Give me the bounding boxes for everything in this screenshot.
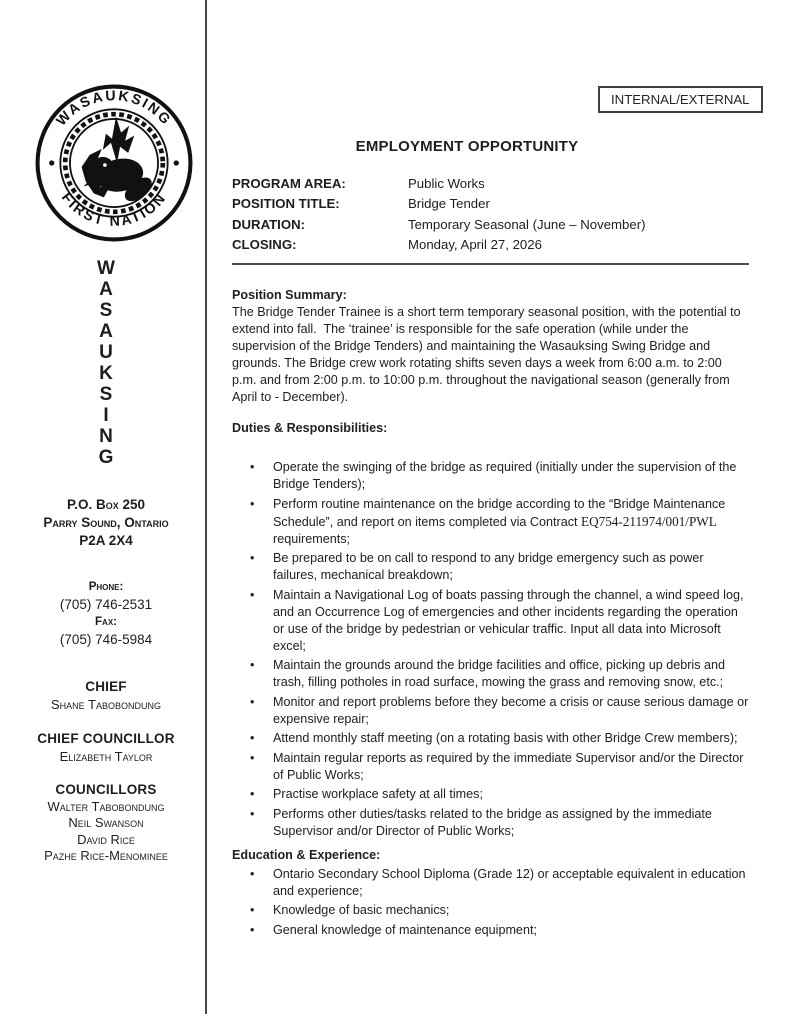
duration-row	[232, 215, 749, 235]
education-heading: Education & Experience:	[232, 847, 381, 862]
vertical-letter: N	[99, 426, 113, 447]
document-body	[232, 287, 752, 941]
education-item: • General knowledge of maintenance equipment;	[232, 922, 749, 939]
address-block	[0, 496, 212, 550]
fax-number: (705) 746-5984	[59, 632, 153, 647]
education-list	[232, 866, 749, 939]
phone-number: (705) 746-2531	[59, 597, 153, 612]
position-title-value: Bridge Tender	[408, 196, 490, 212]
program-area-value: Public Works	[408, 176, 485, 191]
beaver-eye	[103, 163, 107, 167]
fax-label: Fax:	[95, 616, 117, 628]
vertical-letter: S	[99, 300, 113, 321]
closing-row	[232, 235, 749, 255]
duty-item: • Maintain regular reports as required by the immediate Supervisor and/or the Director of Public Works;	[232, 750, 749, 784]
address-line: P2A 2X4	[79, 533, 133, 548]
program-details	[232, 174, 749, 255]
vertical-letter: U	[99, 342, 113, 363]
chief-councillor-name: Elizabeth Taylor	[59, 749, 153, 764]
page-title: EMPLOYMENT OPPORTUNITY	[355, 138, 579, 155]
councillor-name: Walter Tabobondung	[47, 799, 165, 814]
duty-item: • Maintain a Navigational Log of boats passing through the channel, a wind speed log, and an Occurrence Log of emergencies and other incidents regarding the operation or use of the bridge by pedestrian or vehicular traffic. Input all data into Microsoft excel;	[232, 587, 749, 655]
duty-item: • Monitor and report problems before they become a crisis or cause serious damage or expensive repair;	[232, 694, 749, 728]
position-title-row	[232, 194, 749, 214]
vertical-letter: A	[99, 321, 113, 342]
vertical-org-name	[0, 258, 212, 468]
councillor-name: David Rice	[77, 831, 135, 847]
position-title-label: POSITION TITLE:	[232, 196, 340, 212]
address-line: Parry Sound, Ontario	[43, 515, 169, 530]
phone-label: Phone:	[88, 581, 124, 593]
duty-item: • Be prepared to be on call to respond to any bridge emergency such as power failures, mechanical breakdown;	[232, 550, 749, 584]
logo-bottom-text: FIRST NATION	[57, 189, 171, 230]
vertical-letter: K	[99, 363, 113, 384]
vertical-letter: S	[99, 384, 113, 405]
duty-item: • Attend monthly staff meeting (on a rotating basis with other Bridge Crew members);	[232, 730, 749, 747]
councillors-block	[0, 780, 212, 865]
closing-label: CLOSING:	[232, 236, 297, 252]
logo-left-dot	[49, 160, 54, 165]
councillor-names	[0, 799, 212, 865]
duty-item: • Performs other duties/tasks related to the bridge as assigned by the immediate Supervisor and/or Director of Public Works;	[232, 806, 749, 840]
councillor-name: Pazhe Rice-Menominee	[44, 848, 168, 864]
closing-value: Monday, April 27, 2026	[408, 236, 542, 252]
education-item: • Ontario Secondary School Diploma (Grade 12) or acceptable equivalent in education and experience;	[232, 866, 749, 900]
chief-councillor-block	[0, 729, 212, 765]
education-item: • Knowledge of basic mechanics;	[232, 902, 749, 919]
logo-right-dot	[174, 160, 179, 165]
position-summary-heading: Position Summary:	[232, 288, 347, 302]
first-nation-seal-logo	[33, 82, 195, 244]
councillors-heading: COUNCILLORS	[55, 782, 157, 797]
chief-councillor-heading: CHIEF COUNCILLOR	[37, 731, 175, 746]
sidebar	[0, 0, 212, 1014]
internal-external-badge: INTERNAL/EXTERNAL	[598, 86, 763, 113]
vertical-letter: G	[98, 447, 114, 468]
vertical-letter: W	[97, 258, 115, 279]
chief-name: Shane Tabobondung	[50, 697, 161, 712]
address-line: P.O. Box 250	[66, 497, 146, 512]
vertical-letter: A	[99, 279, 113, 300]
duty-item: • Practise workplace safety at all times;	[232, 786, 749, 803]
contact-block	[0, 579, 212, 649]
program-area-label: PROGRAM AREA:	[232, 176, 346, 191]
duty-item: • Operate the swinging of the bridge as required (initially under the supervision of the Bridge Tenders);	[232, 459, 749, 493]
chief-heading: CHIEF	[85, 679, 127, 694]
duration-value: Temporary Seasonal (June – November)	[408, 216, 646, 232]
duties-list	[232, 459, 752, 840]
vertical-letter: I	[103, 405, 109, 426]
logo-top-text: WASAUKSING	[53, 88, 175, 130]
position-summary-text: The Bridge Tender Trainee is a short term temporary seasonal position, with the potential to extend into fall. The ‘trainee’ is responsible for the safe operation (while under the supervision of the Bridge Tenders) and maintaining the Wasauksing Swing Bridge and grounds. The Bridge crew work rotating shifts seven days a week from 6:00 a.m. to 2:00 p.m. and from 2:00 p.m. to 10:00 p.m. throughout the navigational season (generally from April to - December).	[232, 305, 745, 404]
duty-item: • Maintain the grounds around the bridge facilities and office, picking up debris and trash, filling potholes in road surface, mowing the grass and removing snow, etc.;	[232, 657, 749, 691]
councillor-name: Neil Swanson	[68, 815, 144, 831]
header-rule	[232, 263, 749, 265]
duties-heading: Duties & Responsibilities:	[232, 421, 388, 435]
program-area-row	[232, 174, 749, 194]
duration-label: DURATION:	[232, 216, 306, 232]
chief-block	[0, 677, 212, 713]
beaver-emblem-icon	[82, 116, 156, 205]
duty-item: • Perform routine maintenance on the bridge according to the “Bridge Maintenance Schedule”, and report on items completed via Contract EQ754-211974/001/PWL requirements;	[232, 496, 749, 548]
